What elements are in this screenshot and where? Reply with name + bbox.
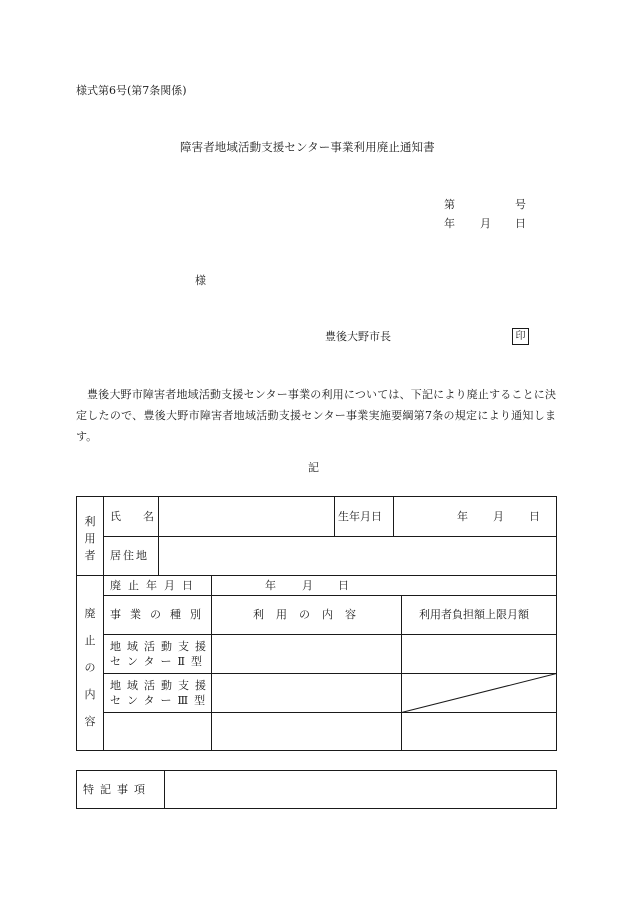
document-title: 障害者地域活動支援センター事業利用廃止通知書 bbox=[180, 140, 435, 154]
date-year: 年 bbox=[444, 217, 455, 230]
abolition-month: 月 bbox=[302, 579, 313, 592]
special-notes-label: 特記事項 bbox=[83, 783, 151, 796]
seal-mark: 印 bbox=[512, 328, 529, 345]
body-paragraph-text: 豊後大野市障害者地域活動支援センター事業の利用については、下記により廃止することに決定したので、豊後大野市障害者地域活動支援センター事業実施要綱第7条の規定により通知します。 bbox=[76, 388, 556, 443]
date-month: 月 bbox=[480, 217, 491, 230]
usage-header: 利用の内容 bbox=[253, 608, 368, 621]
abolition-year: 年 bbox=[265, 579, 276, 592]
abolition-day: 日 bbox=[338, 579, 349, 592]
type3-line1: 地域活動支援 bbox=[110, 679, 212, 692]
doc-number-suffix: 号 bbox=[515, 198, 526, 211]
doc-number-prefix: 第 bbox=[444, 198, 455, 211]
abolition-date-label: 廃止年月日 bbox=[110, 579, 200, 592]
birth-month: 月 bbox=[493, 510, 504, 523]
name-label: 氏 名 bbox=[110, 510, 154, 523]
service-type-header: 事業の種別 bbox=[110, 608, 210, 621]
type2-line2: センターⅡ型 bbox=[110, 655, 209, 668]
birth-day: 日 bbox=[529, 510, 540, 523]
birth-year: 年 bbox=[457, 510, 468, 523]
cap-header: 利用者負担額上限月額 bbox=[419, 608, 529, 621]
form-number: 様式第6号(第7条関係) bbox=[76, 84, 187, 97]
user-group-label: 利 用 者 bbox=[84, 515, 96, 562]
date-day: 日 bbox=[515, 217, 526, 230]
addressee-suffix: 様 bbox=[195, 274, 206, 287]
issuer-name: 豊後大野市長 bbox=[325, 330, 391, 343]
ki-heading: 記 bbox=[308, 461, 319, 474]
birth-date-label: 生年月日 bbox=[338, 510, 382, 523]
address-label: 居住地 bbox=[110, 549, 149, 562]
diagonal-strike bbox=[402, 674, 557, 713]
type3-line2: センターⅢ型 bbox=[110, 694, 212, 707]
type2-line1: 地域活動支援 bbox=[110, 640, 212, 653]
abolition-group-label: 廃 止 の 内 容 bbox=[84, 607, 96, 728]
